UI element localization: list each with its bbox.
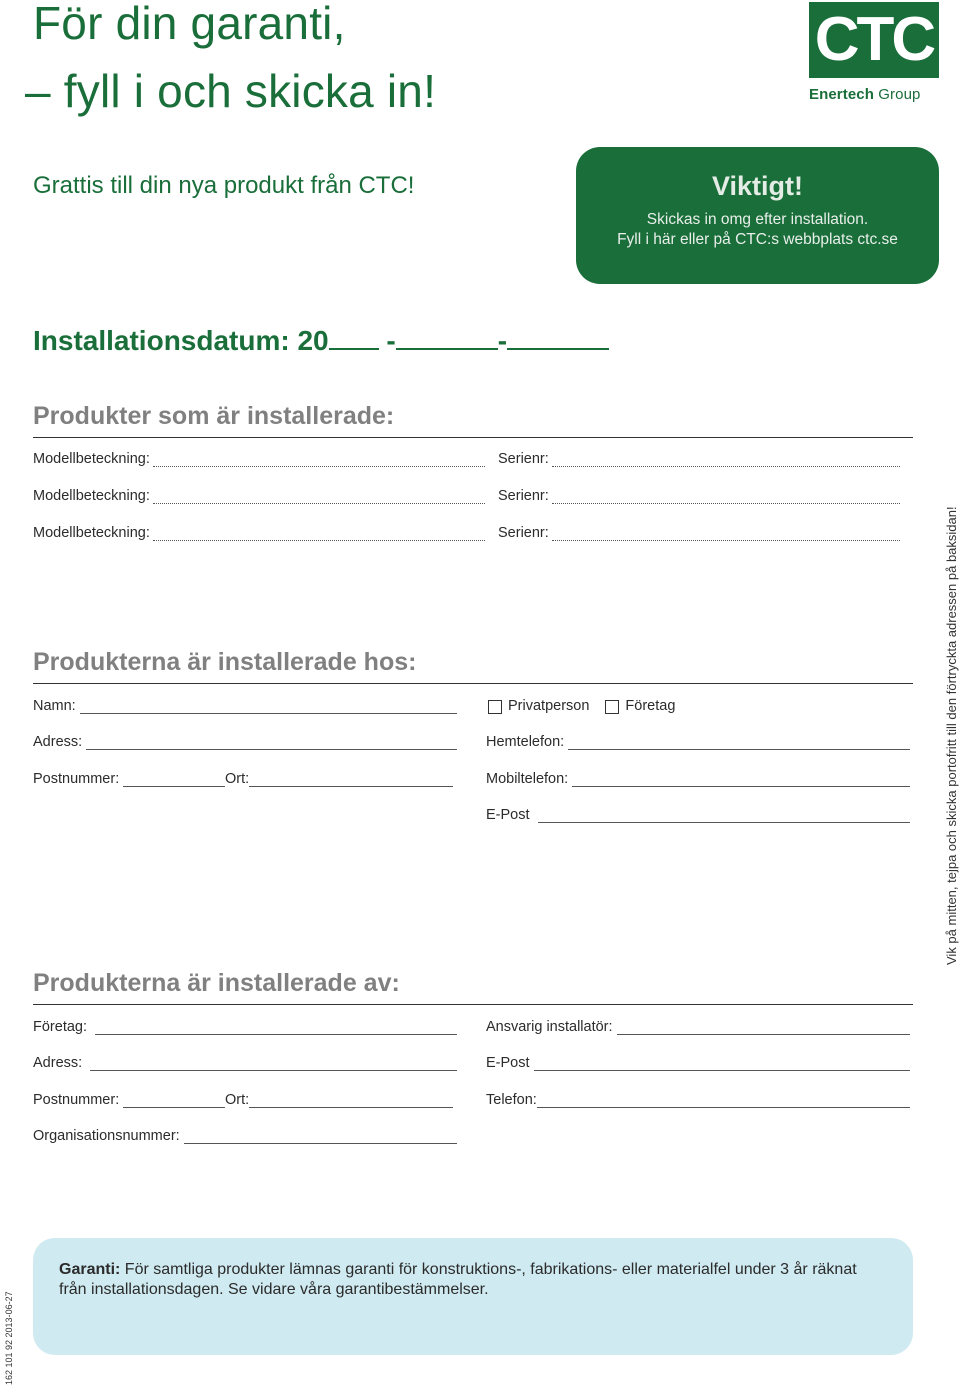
guarantee-text: För samtliga produkter lämnas garanti för konstruktions-, fabrikations- eller materialfel under 3 år räknat från installationsdagen. Se vidare våra garantibestämmelser. xyxy=(59,1261,857,1298)
installer-label: Ansvarig installatör: xyxy=(486,1019,613,1035)
mobile-phone-input[interactable] xyxy=(572,775,910,787)
org-number-label: Organisationsnummer: xyxy=(33,1128,180,1144)
installer-postal-row[interactable] xyxy=(33,1092,225,1108)
installer-postal-input[interactable] xyxy=(123,1096,225,1108)
document-code: 162 101 92 2013-06-27 xyxy=(4,1291,14,1385)
private-person-label: Privatperson xyxy=(508,698,590,714)
address-label: Adress: xyxy=(33,734,83,750)
email-label: E-Post xyxy=(486,1055,530,1071)
customer-postal-input[interactable] xyxy=(123,775,225,787)
mobile-label: Mobiltelefon: xyxy=(486,771,569,787)
postal-label: Postnummer: xyxy=(33,771,120,787)
serial-input-1[interactable] xyxy=(552,455,900,467)
guarantee-box xyxy=(33,1238,913,1355)
logo-sub-bold: Enertech xyxy=(809,86,874,103)
email-label: E-Post xyxy=(486,807,530,823)
serial-label: Serienr: xyxy=(498,525,549,541)
installed-by-heading: Produkterna är installerade av: xyxy=(33,969,913,1005)
installer-city-row[interactable] xyxy=(225,1092,453,1108)
installer-address-input[interactable] xyxy=(90,1059,457,1071)
logo-sub-light: Group xyxy=(874,86,921,103)
installer-phone-row[interactable] xyxy=(486,1092,910,1108)
postal-label: Postnummer: xyxy=(33,1092,120,1108)
important-heading: Viktigt! xyxy=(711,171,803,201)
mobile-phone-row[interactable] xyxy=(486,771,910,787)
install-date xyxy=(33,325,609,357)
responsible-installer-row[interactable] xyxy=(486,1019,910,1035)
home-phone-input[interactable] xyxy=(568,738,910,750)
company-field-label: Företag: xyxy=(33,1019,87,1035)
model-label: Modellbeteckning: xyxy=(33,451,150,467)
model-input-1[interactable] xyxy=(153,455,485,467)
customer-type-row xyxy=(488,698,675,714)
responsible-installer-input[interactable] xyxy=(617,1023,910,1035)
guarantee-label: Garanti: xyxy=(59,1261,121,1278)
serial-row-1[interactable] xyxy=(498,451,900,467)
installer-email-row[interactable] xyxy=(486,1055,910,1071)
customer-address-row[interactable] xyxy=(33,734,457,750)
customer-city-row[interactable] xyxy=(225,771,453,787)
serial-label: Serienr: xyxy=(498,488,549,504)
ctc-logo xyxy=(809,2,939,78)
serial-row-3[interactable] xyxy=(498,525,900,541)
company-checkbox[interactable] xyxy=(605,700,619,714)
install-date-sep-2: - xyxy=(497,325,508,356)
serial-input-2[interactable] xyxy=(552,492,900,504)
customer-address-input[interactable] xyxy=(86,738,457,750)
customer-city-input[interactable] xyxy=(249,775,453,787)
model-row-3[interactable] xyxy=(33,525,485,541)
logo-brand: CTC xyxy=(814,5,934,74)
model-input-3[interactable] xyxy=(153,529,485,541)
important-line-2: Fyll i här eller på CTC:s webbplats ctc.se xyxy=(617,231,898,248)
installer-email-input[interactable] xyxy=(534,1059,910,1071)
home-phone-label: Hemtelefon: xyxy=(486,734,565,750)
org-number-row[interactable] xyxy=(33,1128,457,1144)
fold-instruction: Vik på mitten, tejpa och skicka portofritt till den förtryckta adressen på baksidan! xyxy=(944,506,959,965)
serial-input-3[interactable] xyxy=(552,529,900,541)
model-input-2[interactable] xyxy=(153,492,485,504)
serial-row-2[interactable] xyxy=(498,488,900,504)
customer-name-row[interactable] xyxy=(33,698,457,714)
installer-company-row[interactable] xyxy=(33,1019,457,1035)
installer-city-input[interactable] xyxy=(249,1096,453,1108)
page-title-line-2: – fyll i och skicka in! xyxy=(25,65,437,117)
install-date-label: Installationsdatum: 20 xyxy=(33,325,329,356)
install-date-day-field[interactable] xyxy=(507,326,609,350)
model-row-1[interactable] xyxy=(33,451,485,467)
installer-company-input[interactable] xyxy=(95,1023,457,1035)
installed-at-heading: Produkterna är installerade hos: xyxy=(33,648,913,684)
important-box xyxy=(576,147,939,284)
address-label: Adress: xyxy=(33,1055,83,1071)
installer-address-row[interactable] xyxy=(33,1055,457,1071)
serial-label: Serienr: xyxy=(498,451,549,467)
model-label: Modellbeteckning: xyxy=(33,488,150,504)
city-label: Ort: xyxy=(225,1092,250,1108)
important-line-1: Skickas in omg efter installation. xyxy=(646,211,869,228)
customer-postal-row[interactable] xyxy=(33,771,225,787)
customer-email-row[interactable] xyxy=(486,807,910,823)
customer-email-input[interactable] xyxy=(538,811,910,823)
install-date-month-field[interactable] xyxy=(396,326,498,350)
city-label: Ort: xyxy=(225,771,250,787)
page-title-line-1: För din garanti, xyxy=(33,0,346,49)
phone-label: Telefon: xyxy=(486,1092,537,1108)
name-label: Namn: xyxy=(33,698,76,714)
install-date-sep-1: - xyxy=(386,325,396,356)
org-number-input[interactable] xyxy=(184,1132,457,1144)
private-person-checkbox[interactable] xyxy=(488,700,502,714)
model-label: Modellbeteckning: xyxy=(33,525,150,541)
home-phone-row[interactable] xyxy=(486,734,910,750)
company-label: Företag xyxy=(625,698,676,714)
congrats-text: Grattis till din nya produkt från CTC! xyxy=(33,172,415,199)
products-heading: Produkter som är installerade: xyxy=(33,402,913,438)
logo-subtitle xyxy=(809,86,939,103)
installer-phone-input[interactable] xyxy=(537,1096,910,1108)
customer-name-input[interactable] xyxy=(80,702,457,714)
install-date-year-field[interactable] xyxy=(329,326,379,350)
model-row-2[interactable] xyxy=(33,488,485,504)
